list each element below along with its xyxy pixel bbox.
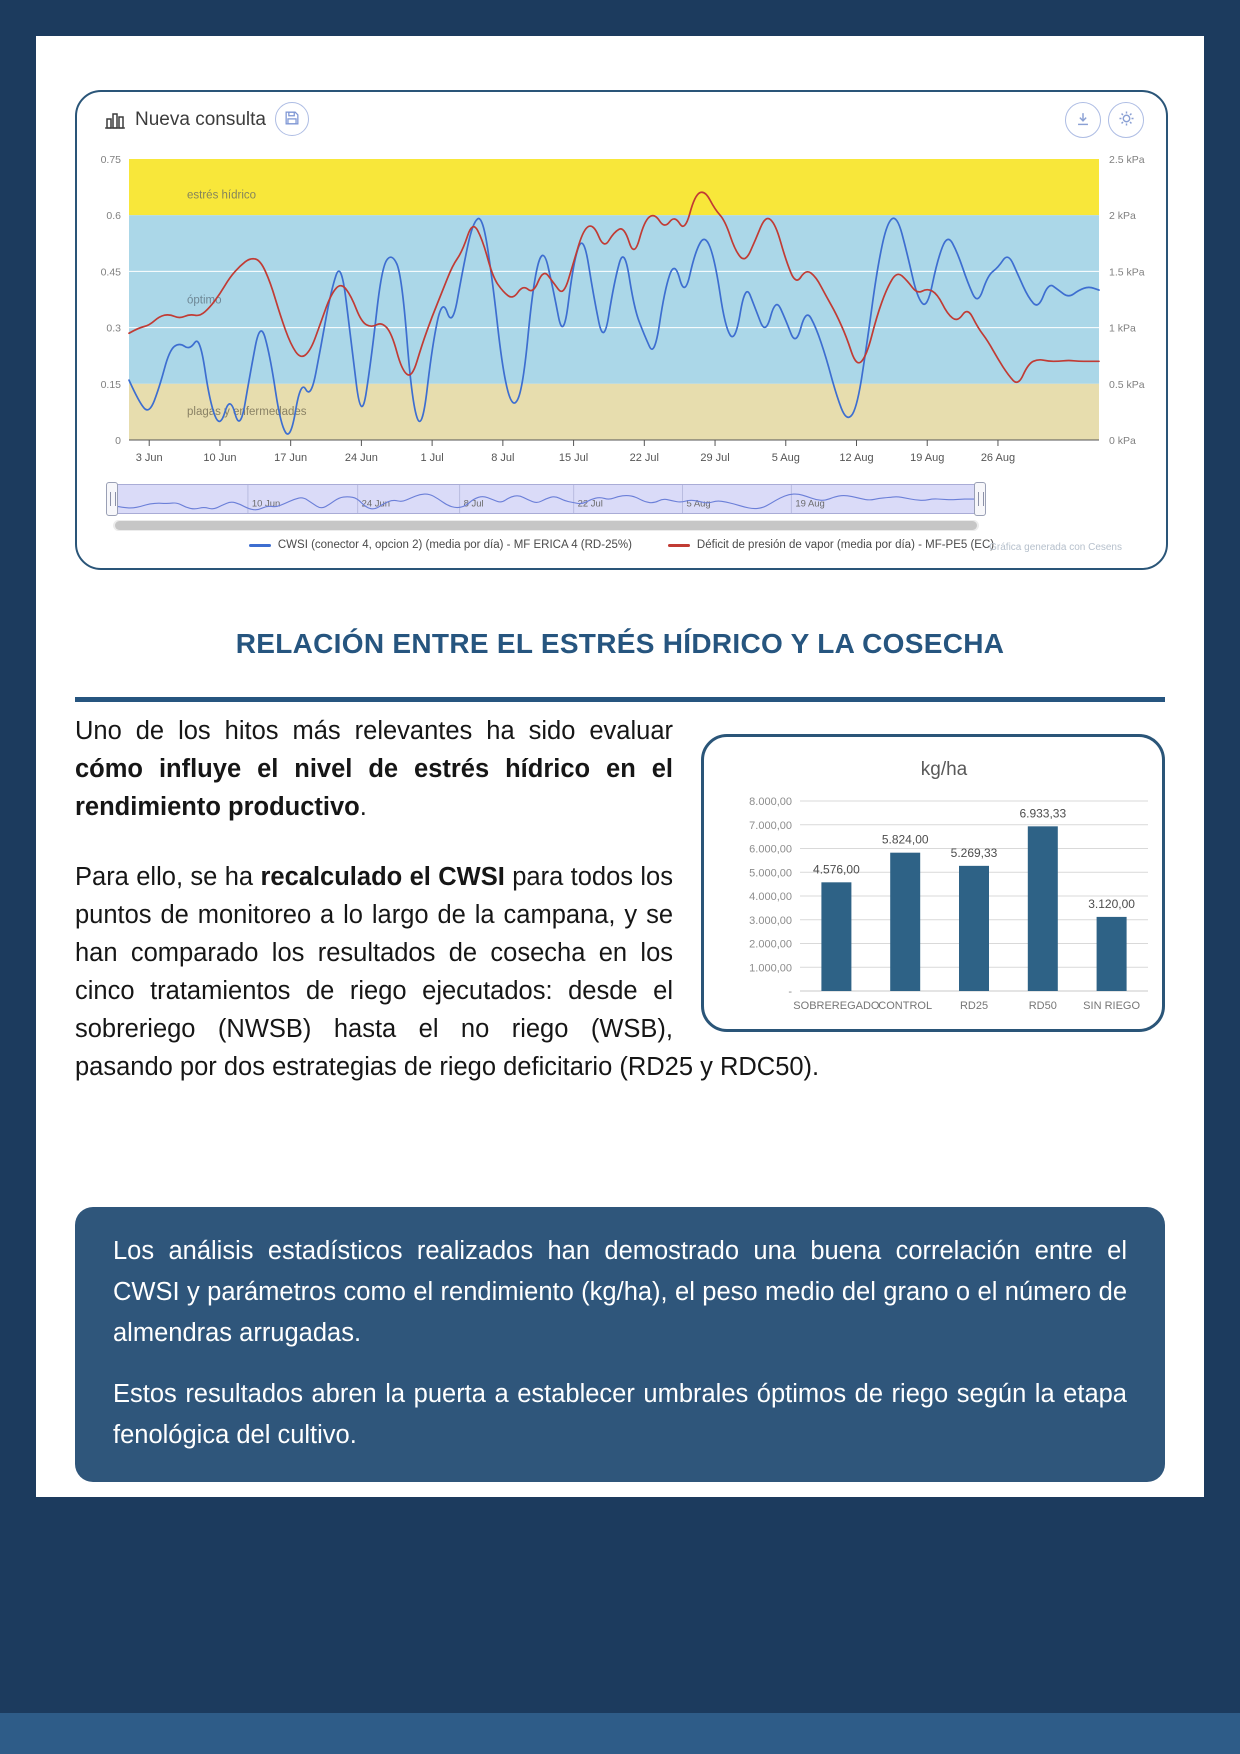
settings-button[interactable] bbox=[1108, 102, 1144, 138]
svg-text:15 Jul: 15 Jul bbox=[558, 452, 589, 464]
svg-text:8 Jul: 8 Jul bbox=[463, 498, 484, 509]
svg-text:22 Jul: 22 Jul bbox=[629, 452, 659, 464]
page-border-left bbox=[0, 0, 36, 1754]
chart-scrollbar[interactable] bbox=[113, 520, 979, 531]
gear-icon bbox=[1117, 109, 1136, 131]
svg-text:4.576,00: 4.576,00 bbox=[813, 862, 860, 877]
heading-rule bbox=[75, 697, 1165, 702]
navigator-handle-right[interactable] bbox=[974, 482, 986, 516]
svg-text:2.000,00: 2.000,00 bbox=[749, 938, 792, 951]
navigator-chart[interactable] bbox=[113, 484, 979, 514]
svg-text:kg/ha: kg/ha bbox=[920, 759, 968, 780]
footer-stripe bbox=[0, 1713, 1240, 1754]
svg-text:-: - bbox=[788, 986, 792, 998]
svg-text:RD50: RD50 bbox=[1028, 1000, 1057, 1012]
query-panel bbox=[75, 90, 1168, 570]
svg-text:19 Aug: 19 Aug bbox=[910, 452, 945, 464]
legend-swatch bbox=[249, 544, 271, 547]
legend-item-1[interactable] bbox=[668, 539, 994, 551]
svg-text:5 Aug: 5 Aug bbox=[771, 452, 800, 464]
svg-text:3.000,00: 3.000,00 bbox=[749, 914, 792, 927]
svg-text:1 kPa: 1 kPa bbox=[1109, 322, 1136, 335]
svg-text:12 Aug: 12 Aug bbox=[839, 452, 874, 464]
legend-item-0[interactable] bbox=[249, 539, 632, 551]
callout-paragraph-2: Estos resultados abren la puerta a establecer umbrales óptimos de riego según la etapa fenológica del cultivo. bbox=[113, 1380, 1127, 1449]
svg-text:óptimo: óptimo bbox=[187, 294, 222, 307]
svg-text:0 kPa: 0 kPa bbox=[1109, 435, 1136, 447]
svg-text:0.15: 0.15 bbox=[100, 378, 121, 391]
bar-chart-icon bbox=[103, 107, 127, 131]
download-icon bbox=[1074, 110, 1092, 131]
page-footer bbox=[0, 1497, 1240, 1754]
svg-text:10 Jun: 10 Jun bbox=[251, 498, 281, 509]
page-border-top bbox=[0, 0, 1240, 36]
svg-text:6.933,33: 6.933,33 bbox=[1019, 806, 1067, 821]
svg-text:SOBREREGADO: SOBREREGADO bbox=[793, 1000, 880, 1012]
section-heading: RELACIÓN ENTRE EL ESTRÉS HÍDRICO Y LA COSECHA bbox=[235, 628, 1005, 659]
callout-paragraph-1: Los análisis estadísticos realizados han demostrado una buena correlación entre el CWSI y parámetros como el rendimiento (kg/ha), el peso medio del grano o el número de almendras arrugadas. bbox=[113, 1237, 1127, 1347]
svg-text:plagas y enfermedades: plagas y enfermedades bbox=[187, 406, 307, 419]
svg-text:5.000,00: 5.000,00 bbox=[749, 867, 792, 880]
body-paragraph-2: Para ello, se ha recalculado el CWSI para todos los puntos de monitoreo a lo largo de la campana, y se han comparado los resultados de cosecha en los cinco tratamientos de riego ejecutados: desde el sobreriego (NWSB) hasta el no riego (WSB), pasando por dos estrategias de riego deficitario (RD25 y RDC50). bbox=[75, 863, 820, 1081]
svg-text:24 Jun: 24 Jun bbox=[361, 498, 391, 509]
svg-text:2 kPa: 2 kPa bbox=[1109, 210, 1136, 223]
svg-text:0.45: 0.45 bbox=[100, 266, 121, 279]
save-button[interactable] bbox=[275, 102, 309, 136]
svg-text:5.269,33: 5.269,33 bbox=[950, 845, 998, 860]
svg-text:2.5 kPa: 2.5 kPa bbox=[1109, 154, 1145, 166]
svg-text:7.000,00: 7.000,00 bbox=[749, 819, 792, 832]
article-body bbox=[75, 712, 1165, 1118]
svg-text:4.000,00: 4.000,00 bbox=[749, 891, 792, 903]
svg-text:8 Jul: 8 Jul bbox=[491, 452, 515, 464]
svg-text:1.5 kPa: 1.5 kPa bbox=[1109, 266, 1145, 279]
svg-text:CONTROL: CONTROL bbox=[878, 1000, 933, 1012]
svg-text:0.5 kPa: 0.5 kPa bbox=[1109, 378, 1145, 391]
timeseries-chart bbox=[77, 144, 1170, 479]
svg-text:0.3: 0.3 bbox=[106, 322, 121, 335]
floppy-disk-icon bbox=[283, 109, 301, 130]
svg-text:3 Jun: 3 Jun bbox=[135, 452, 163, 464]
svg-text:22 Jul: 22 Jul bbox=[577, 498, 603, 509]
svg-text:0: 0 bbox=[115, 435, 121, 447]
svg-text:1 Jul: 1 Jul bbox=[420, 452, 444, 464]
download-button[interactable] bbox=[1065, 102, 1101, 138]
svg-text:1.000,00: 1.000,00 bbox=[749, 962, 792, 975]
svg-text:0.6: 0.6 bbox=[106, 210, 121, 223]
svg-text:8.000,00: 8.000,00 bbox=[749, 796, 792, 808]
yield-chart-panel bbox=[701, 734, 1165, 1032]
chart-navigator[interactable] bbox=[113, 484, 979, 514]
svg-text:SIN RIEGO: SIN RIEGO bbox=[1083, 1000, 1141, 1012]
svg-text:0.75: 0.75 bbox=[100, 154, 121, 166]
legend-label: Déficit de presión de vapor (media por día) - MF-PE5 (EC) bbox=[696, 539, 995, 551]
legend-label: CWSI (conector 4, opcion 2) (media por día) - MF ERICA 4 (RD-25%) bbox=[277, 539, 632, 551]
scrollbar-thumb[interactable] bbox=[115, 521, 977, 530]
svg-text:3.120,00: 3.120,00 bbox=[1088, 896, 1135, 911]
svg-text:5.824,00: 5.824,00 bbox=[881, 832, 929, 847]
callout-box bbox=[75, 1207, 1165, 1482]
svg-text:26 Aug: 26 Aug bbox=[980, 452, 1016, 464]
panel-title: Nueva consulta bbox=[135, 109, 266, 130]
yield-bar-chart bbox=[704, 737, 1162, 1029]
watermark-text: Gráfica generada con Cesens bbox=[989, 542, 1122, 553]
svg-text:19 Aug: 19 Aug bbox=[795, 498, 825, 509]
svg-text:RD25: RD25 bbox=[959, 1000, 989, 1012]
svg-text:29 Jul: 29 Jul bbox=[700, 452, 730, 464]
legend-swatch bbox=[668, 544, 690, 547]
svg-text:24 Jun: 24 Jun bbox=[344, 452, 378, 464]
svg-text:estrés hídrico: estrés hídrico bbox=[187, 189, 257, 202]
body-paragraph-1: Uno de los hitos más relevantes ha sido evaluar cómo influye el nivel de estrés hídrico en el rendimiento productivo. bbox=[75, 717, 673, 821]
svg-text:10 Jun: 10 Jun bbox=[203, 452, 237, 464]
page-border-right bbox=[1204, 0, 1240, 1754]
svg-text:6.000,00: 6.000,00 bbox=[749, 843, 792, 856]
svg-text:17 Jun: 17 Jun bbox=[274, 452, 308, 464]
navigator-handle-left[interactable] bbox=[106, 482, 118, 516]
svg-text:5 Aug: 5 Aug bbox=[686, 498, 711, 509]
